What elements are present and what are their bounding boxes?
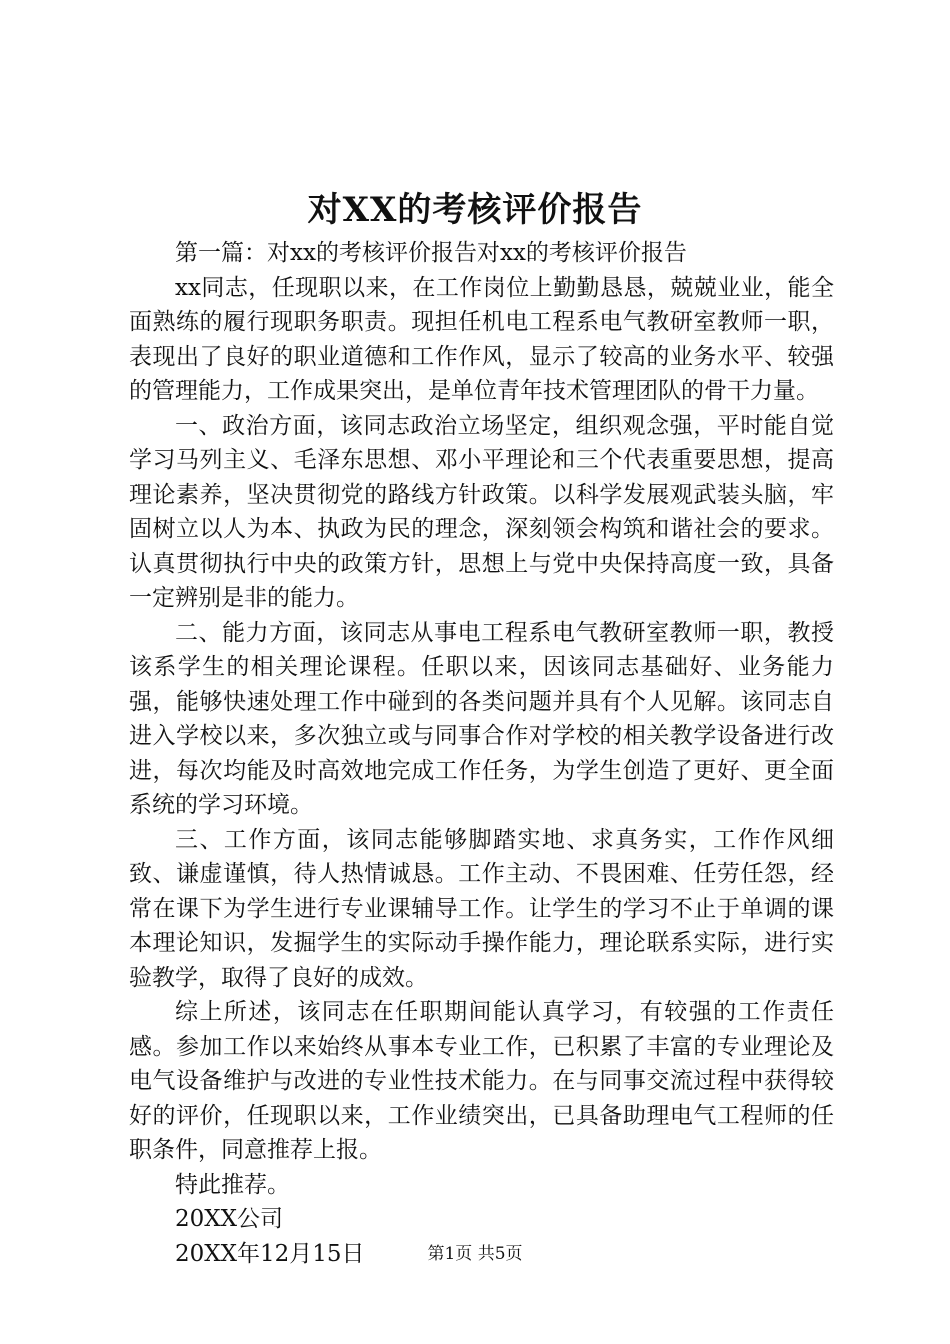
paragraph-intro: xx同志，任现职以来，在工作岗位上勤勤恳恳，兢兢业业，能全面熟练的履行现职务职责。现担任机电工程系电气教研室教师一职，表现出了良好的职业道德和工作作风，显示了较高的业务水平、较强的管理能力，工作成果突出，是单位青年技术管理团队的骨干力量。: [129, 274, 834, 404]
paragraph-political: 一、政治方面，该同志政治立场坚定，组织观念强，平时能自觉学习马列主义、毛泽东思想、邓小平理论和三个代表重要思想，提高理论素养，坚决贯彻党的路线方针政策。以科学发展观武装头脑，牢固树立以人为本、执政为民的理念，深刻领会构筑和谐社会的要求。认真贯彻执行中央的政策方针，思想上与党中央保持高度一致，具备一定辨别是非的能力。: [129, 412, 834, 611]
page-number-footer: 第1页 共5页: [427, 1244, 523, 1264]
document-body: [129, 236, 834, 1271]
document-title: 对XX的考核评价报告: [307, 190, 643, 230]
paragraph-heading: 第一篇：对xx的考核评价报告对xx的考核评价报告: [175, 240, 687, 266]
paragraph-recommendation: 特此推荐。: [175, 1171, 290, 1198]
signature-company: 20XX公司: [175, 1206, 284, 1232]
signature-date: 20XX年12月15日: [175, 1240, 365, 1267]
paragraph-ability: 二、能力方面，该同志从事电工程系电气教研室教师一职，教授该系学生的相关理论课程。任职以来，因该同志基础好、业务能力强，能够快速处理工作中碰到的各类问题并具有个人见解。该同志自进入学校以来，多次独立或与同事合作对学校的相关教学设备进行改进，每次均能及时高效地完成工作任务，为学生创造了更好、更全面系统的学习环境。: [129, 619, 834, 818]
paragraph-summary: 综上所述，该同志在任职期间能认真学习，有较强的工作责任感。参加工作以来始终从事本专业工作，已积累了丰富的专业理论及电气设备维护与改进的专业性技术能力。在与同事交流过程中获得较好的评价，任现职以来，工作业绩突出，已具备助理电气工程师的任职条件，同意推荐上报。: [129, 999, 834, 1163]
paragraph-work: 三、工作方面，该同志能够脚踏实地、求真务实，工作作风细致、谦虚谨慎，待人热情诚恳。工作主动、不畏困难、任劳任怨，经常在课下为学生进行专业课辅导工作。让学生的学习不止于单调的课本理论知识，发掘学生的实际动手操作能力，理论联系实际，进行实验教学，取得了良好的成效。: [129, 826, 834, 991]
